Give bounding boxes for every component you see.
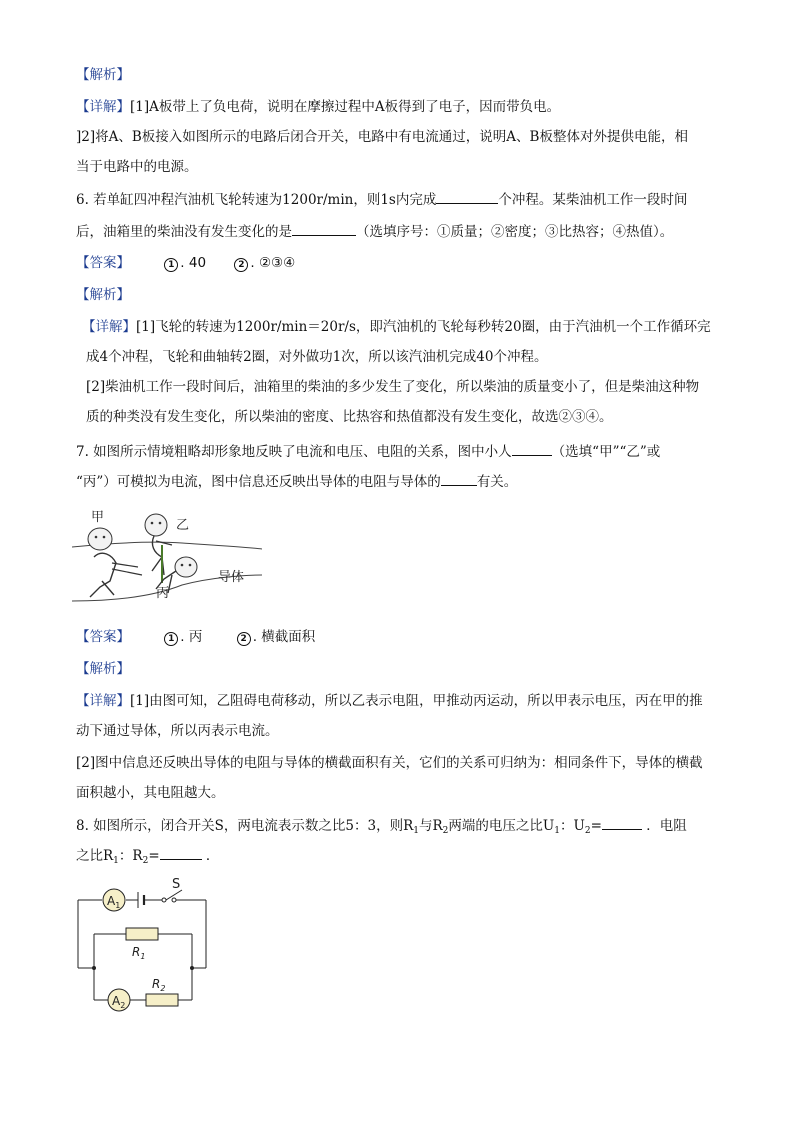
detail-text: 面积越小，其电阻越大。 (76, 785, 225, 801)
detail-text: [1]飞轮的转速为1200r/min＝20r/s，即汽油机的飞轮每秒转20圈，由于汽油机一个工作循环完 (136, 319, 711, 335)
analysis-tag: 【解析】 (76, 67, 130, 83)
label-conductor: 导体 (218, 570, 245, 585)
junction-dot (190, 966, 194, 970)
detail-paragraph (76, 692, 703, 710)
answer-number: 2 (237, 632, 251, 646)
current-analogy-figure (72, 505, 262, 605)
svg-text:A1: $A_1$ (107, 894, 121, 910)
question-8-line-2: 之比$R_1$：$R_2=$ ． (76, 848, 220, 866)
answer-number: 1 (164, 632, 178, 646)
question-6-line-2 (76, 222, 673, 241)
svg-text:A2: $A_2$ (112, 994, 126, 1010)
answer-line (76, 254, 295, 272)
question-text: （选填“甲”“乙”或 (551, 444, 661, 460)
answer-value: . 40 (180, 255, 207, 271)
question-7-line-2 (76, 472, 517, 491)
answer-value: . ②③④ (250, 255, 296, 271)
question-text: “丙”）可模拟为电流，图中信息还反映出导体的电阻与导体的 (76, 474, 441, 490)
answer-blank (292, 222, 356, 236)
question-text: （选填序号：①质量；②密度；③比热容；④热值）。 (356, 224, 674, 240)
junction-dot (92, 966, 96, 970)
label-jia: 甲 (91, 510, 105, 525)
answer-number: 1 (164, 258, 178, 272)
figure-jia-head (88, 528, 112, 550)
figure-yi-head (145, 514, 167, 536)
resistor-r1 (126, 928, 158, 940)
detail-text: 动下通过导体，所以丙表示电流。 (76, 723, 279, 739)
switch-contact (162, 898, 166, 902)
svg-text:R2: $R_2$ (152, 977, 166, 993)
detail-paragraph (82, 318, 711, 336)
detail-text: 成4个冲程，飞轮和曲轴转2圈，对外做功1次，所以该汽油机完成40个冲程。 (86, 349, 548, 365)
label-bing: 丙 (156, 586, 170, 601)
figure-jia-body (90, 553, 116, 597)
answer-tag: 【答案】 (76, 255, 130, 271)
detail-tag: 【详解】 (76, 99, 130, 115)
detail-text: ]2]将A、B板接入如图所示的电路后闭合开关，电路中有电流通过，说明A、B板整体对外提供电能，相 (76, 129, 688, 145)
detail-paragraph (76, 98, 560, 116)
label-yi: 乙 (176, 518, 190, 533)
detail-tag: 【详解】 (76, 693, 130, 709)
detail-text: [1]A板带上了负电荷，说明在摩擦过程中A板得到了电子，因而带负电。 (130, 99, 561, 115)
question-text: 6. 若单缸四冲程汽油机飞轮转速为1200r/min，则1s内完成 (76, 192, 437, 208)
detail-text: [2]图中信息还反映出导体的电阻与导体的横截面积有关，它们的关系可归纳为：相同条件下，导体的横截 (76, 755, 703, 771)
question-text: 个冲程。某柴油机工作一段时间 (498, 192, 688, 208)
answer-blank (441, 472, 477, 486)
question-8-line-1: 8. 如图所示，闭合开关S，两电流表示数之比5：3，则$R_1$与$R_2$两端的电压之比$U_1$：$U_2=$ ．电阻 (76, 818, 687, 836)
switch-label: S (172, 877, 181, 892)
answer-value: . 横截面积 (252, 629, 316, 645)
analysis-tag: 【解析】 (76, 661, 130, 677)
answer-number: 2 (234, 258, 248, 272)
analysis-tag: 【解析】 (76, 287, 130, 303)
answer-blank (512, 442, 552, 456)
circuit-diagram (74, 876, 214, 1014)
question-text: 有关。 (476, 474, 518, 490)
detail-text: 质的种类没有发生变化，所以柴油的密度、比热容和热值都没有发生变化，故选②③④。 (86, 409, 613, 425)
svg-text:R1: $R_1$ (132, 945, 146, 961)
question-7-line-1 (76, 442, 660, 461)
question-text: 7. 如图所示情境粗略却形象地反映了电流和电压、电阻的关系，图中小人 (76, 444, 512, 460)
detail-text: [2]柴油机工作一段时间后，油箱里的柴油的多少发生了变化，所以柴油的质量变小了，但是柴油这种物 (86, 379, 700, 395)
answer-blank (160, 846, 202, 860)
detail-text: 当于电路中的电源。 (76, 159, 198, 175)
answer-blank (602, 816, 642, 830)
detail-text: [1]由图可知，乙阻碍电荷移动，所以乙表示电阻，甲推动丙运动，所以甲表示电压，丙在甲的推 (130, 693, 703, 709)
figure-bing-head (175, 557, 197, 577)
resistor-r2 (146, 994, 178, 1006)
question-text: 后，油箱里的柴油没有发生变化的是 (76, 224, 292, 240)
detail-tag: 【详解】 (82, 319, 136, 335)
question-6-line-1 (76, 190, 687, 209)
answer-value: . 丙 (180, 629, 203, 645)
answer-blank (436, 190, 498, 204)
switch-contact (172, 898, 176, 902)
answer-line (76, 628, 315, 646)
answer-tag: 【答案】 (76, 629, 130, 645)
